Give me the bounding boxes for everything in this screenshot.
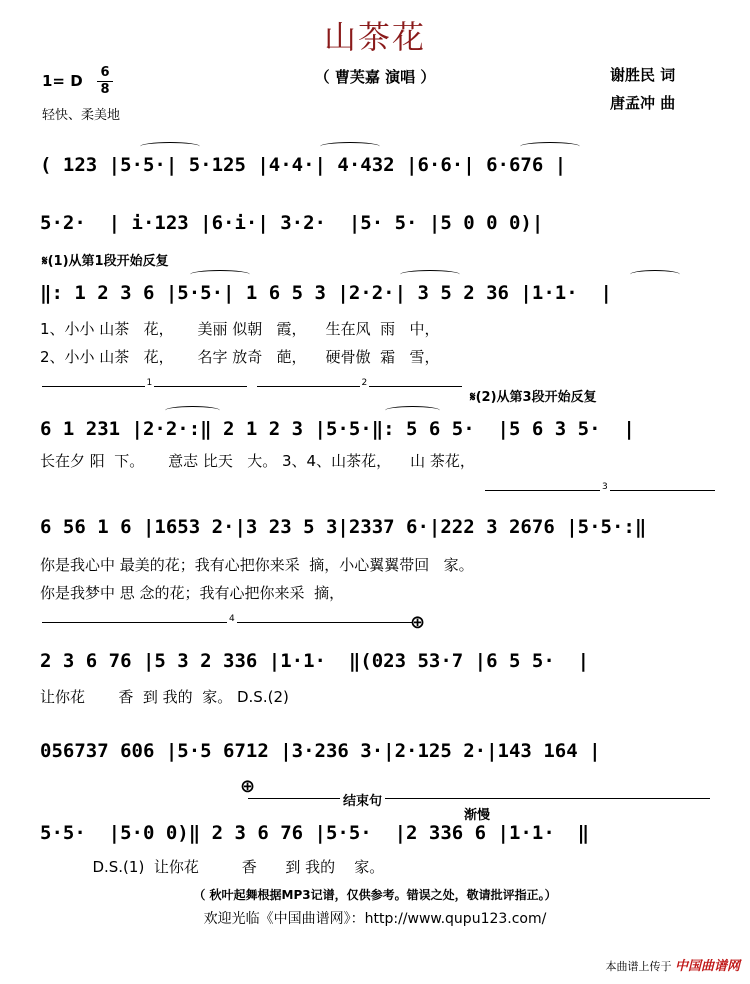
singer-credit: （ 曹芙嘉 演唱 ）	[314, 68, 436, 86]
site-logo: 中国曲谱网	[674, 959, 740, 974]
time-signature	[97, 66, 113, 97]
volta-bracket-3: 3	[485, 490, 715, 491]
uploader-text: 本曲谱上传于	[605, 960, 672, 973]
time-signature-bottom: 8	[100, 82, 110, 97]
lyric-line-3b: 2、小小 山茶 花， 名字 放奇 葩， 硬骨傲 霜 雪，	[40, 348, 440, 366]
score-line-3: ‖: 1 2 3 6 |5·5·| 1 6 5 3 |2·2·| 3 5 2 36 |1·1· |	[40, 282, 612, 304]
time-signature-top: 6	[100, 65, 110, 80]
coda-bracket	[248, 798, 710, 799]
segno-mark-2: 𝄋(2)从第3段开始反复	[470, 390, 597, 405]
coda-sign-ending: ⊕	[240, 776, 256, 797]
lyric-line-5b: 你是我梦中 思 念的花；我有心把你来采 摘，	[40, 584, 345, 602]
score-line-2: 5·2· | i·123 |6·i·| 3·2· |5· 5· |5 0 0 0)|	[40, 212, 544, 234]
lyric-line-6: 让你花 香 到 我的 家。 D.S.(2)	[40, 688, 289, 706]
score-line-7: 056737 606 |5·5 6712 |3·236 3·|2·125 2·|143 164 |	[40, 740, 601, 762]
segno-mark-1: 𝄋(1)从第1段开始反复	[42, 254, 169, 269]
volta-bracket-2: 2	[257, 386, 462, 387]
tempo-marking: 轻快、柔美地	[42, 108, 121, 123]
lyric-line-4: 长在夕 阳 下。 意志 比天 大。 3、4、山茶花， 山 茶花，	[40, 452, 475, 470]
composer-credit: 唐孟冲 曲	[610, 94, 676, 112]
ritardando-mark: 渐慢	[464, 808, 491, 823]
score-line-6: 2 3 6 76 |5 3 2 336 |1·1· ‖(023 53·7 |6 5 5· |	[40, 650, 590, 672]
score-line-5: 6 56 1 6 |1653 2·|3 23 5 3|2337 6·|222 3 2676 |5·5·:‖	[40, 516, 647, 538]
uploader-credit	[605, 955, 740, 974]
score-line-8: 5·5· |5·0 0)‖ 2 3 6 76 |5·5· |2 336 6 |1·1· ‖	[40, 822, 590, 844]
lyricist-credit: 谢胜民 词	[610, 66, 676, 84]
page-title: 山茶花	[323, 18, 426, 56]
score-line-4: 6 1 231 |2·2·:‖ 2 1 2 3 |5·5·‖: 5 6 5· |5 6 3 5· |	[40, 418, 635, 440]
score-line-1: ( 123 |5·5·| 5·125 |4·4·| 4·432 |6·6·| 6·676 |	[40, 154, 567, 176]
volta-bracket-1: 1	[42, 386, 247, 387]
key-signature: 1= D	[42, 72, 83, 90]
transcription-note: （ 秋叶起舞根据MP3记谱，仅供参考。错误之处，敬请批评指正。）	[193, 888, 557, 902]
ending-phrase-label: 结束句	[340, 790, 385, 809]
coda-sign: ⊕	[410, 612, 426, 633]
lyric-line-5a: 你是我心中 最美的花；我有心把你来采 摘，小心翼翼带回 家。	[40, 556, 474, 574]
volta-bracket-4: 4	[42, 622, 412, 623]
lyric-line-3a: 1、小小 山茶 花， 美丽 似朝 霞， 生在风 雨 中，	[40, 320, 440, 338]
lyric-line-8: D.S.(1) 让你花 香 到 我的 家。	[40, 858, 385, 876]
website-welcome: 欢迎光临《中国曲谱网》：http://www.qupu123.com/	[203, 911, 547, 927]
